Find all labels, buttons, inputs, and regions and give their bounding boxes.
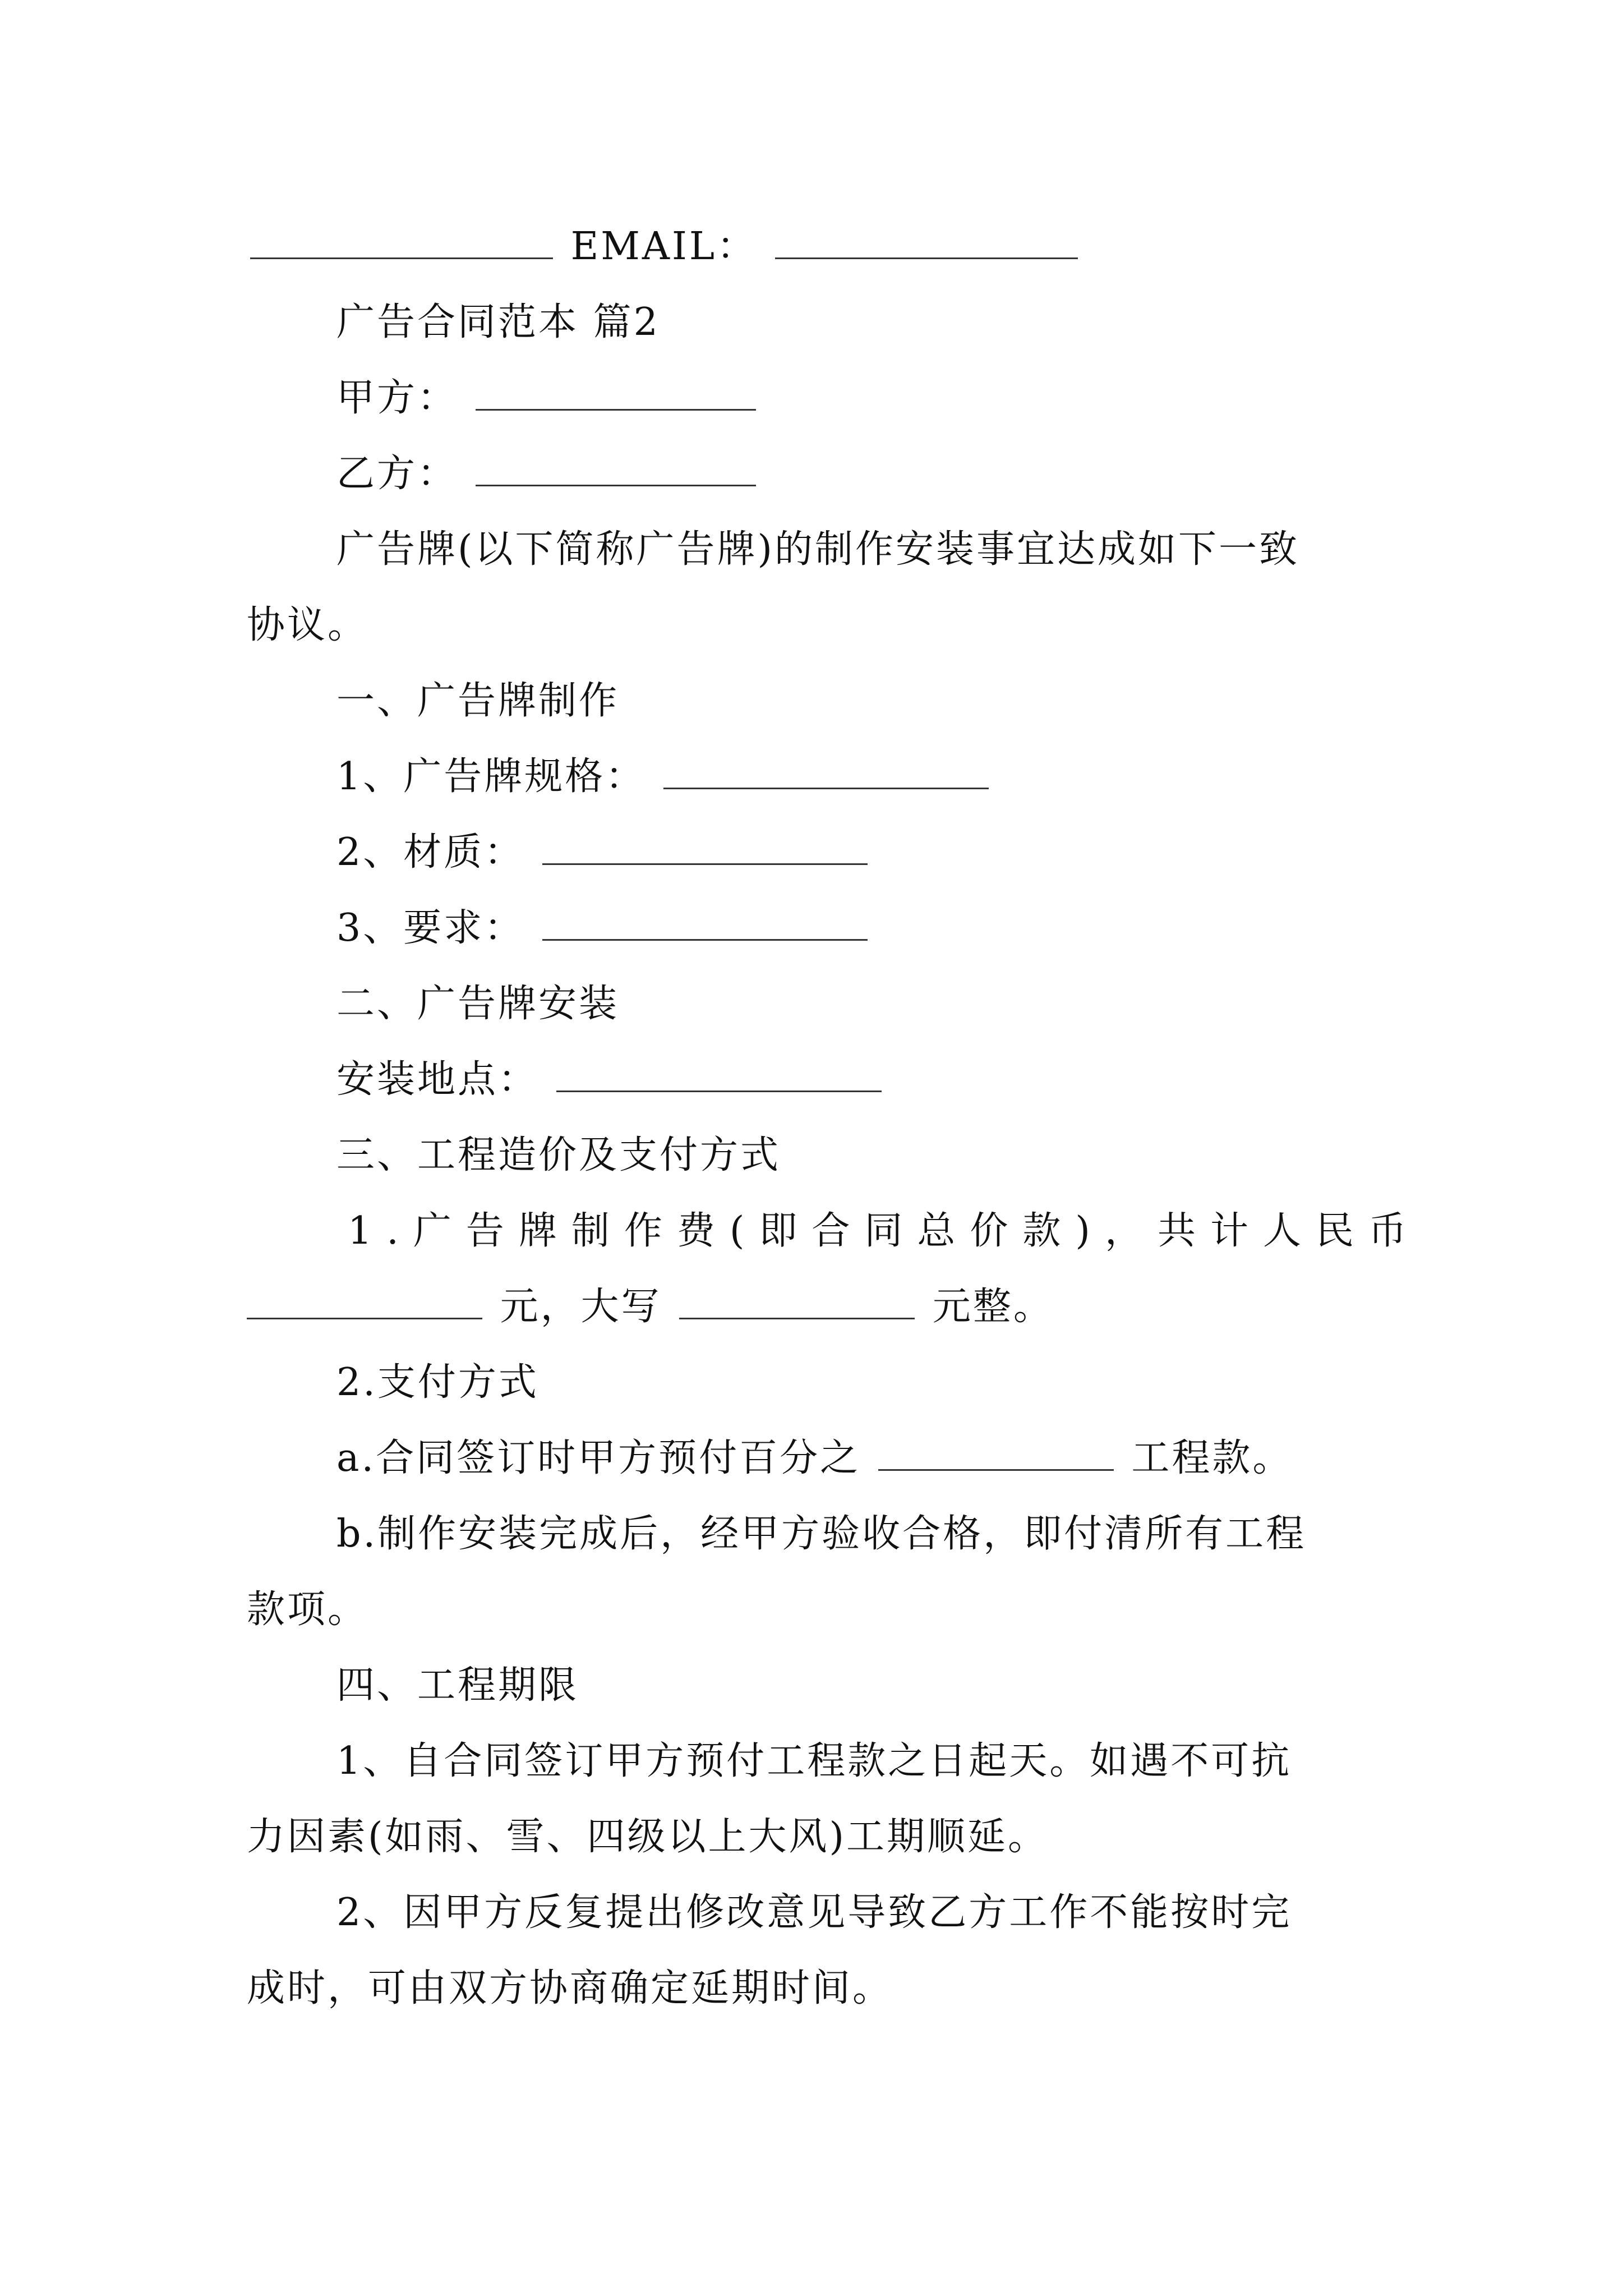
party-a-line (336, 373, 759, 424)
fee-line-2 (247, 1282, 1054, 1332)
intro-line-1: 广告牌(以下简称广告牌)的制作安装事宜达成如下一致 (336, 527, 1300, 572)
email-line (247, 222, 1081, 272)
payment-a-line (336, 1433, 1293, 1484)
email-label: EMAIL： (570, 224, 758, 269)
payment-b-line-1: b.制作安装完成后，经甲方验收合格，即付清所有工程 (336, 1512, 1307, 1556)
requirement-line (336, 903, 871, 954)
material-blank (542, 829, 868, 865)
fee-line-1: 1.广告牌制作费(即合同总价款)，共计人民币 (348, 1209, 1421, 1253)
term-1-line-2: 力因素(如雨、雪、四级以上大风)工期顺延。 (247, 1815, 1049, 1859)
party-b-line (336, 449, 759, 499)
payment-heading: 2.支付方式 (336, 1360, 539, 1405)
payment-a-suffix: 工程款。 (1131, 1436, 1293, 1480)
section-3-heading: 三、工程造价及支付方式 (336, 1133, 781, 1177)
intro-line-2: 协议。 (247, 603, 368, 647)
section-4-heading: 四、工程期限 (336, 1663, 579, 1708)
payment-a-prefix: a.合同签订时甲方预付百分之 (336, 1436, 861, 1480)
material-line (336, 827, 871, 878)
party-b-label: 乙方： (336, 452, 458, 496)
location-blank (556, 1056, 882, 1092)
party-a-blank (476, 374, 756, 411)
fee-capital-blank (679, 1283, 915, 1319)
fee-end-label: 元整。 (932, 1285, 1054, 1329)
spec-line (336, 752, 992, 802)
party-a-label: 甲方： (336, 376, 458, 420)
requirement-blank (542, 904, 868, 941)
fee-amount-blank (247, 1283, 482, 1319)
section-2-heading: 二、广告牌安装 (336, 982, 620, 1026)
spec-label: 1、广告牌规格： (336, 754, 646, 799)
party-b-blank (476, 450, 756, 486)
payment-a-blank (878, 1434, 1114, 1471)
location-label: 安装地点： (336, 1057, 539, 1102)
material-label: 2、材质： (336, 830, 525, 875)
term-2-line-2: 成时，可由双方协商确定延期时间。 (247, 1966, 893, 2010)
spec-blank (663, 753, 989, 789)
email-blank (775, 223, 1078, 259)
requirement-label: 3、要求： (336, 906, 525, 950)
location-line (336, 1055, 885, 1105)
term-1-line-1: 1、自合同签订甲方预付工程款之日起天。如遇不可抗 (336, 1739, 1292, 1783)
section-1-heading: 一、广告牌制作 (336, 679, 620, 723)
document-title: 广告合同范本 篇2 (336, 300, 660, 344)
fee-yuan-label: 元，大写 (500, 1285, 662, 1329)
term-2-line-1: 2、因甲方反复提出修改意见导致乙方工作不能按时完 (336, 1890, 1292, 1935)
blank-before-email (250, 223, 553, 259)
payment-b-line-2: 款项。 (247, 1588, 368, 1632)
